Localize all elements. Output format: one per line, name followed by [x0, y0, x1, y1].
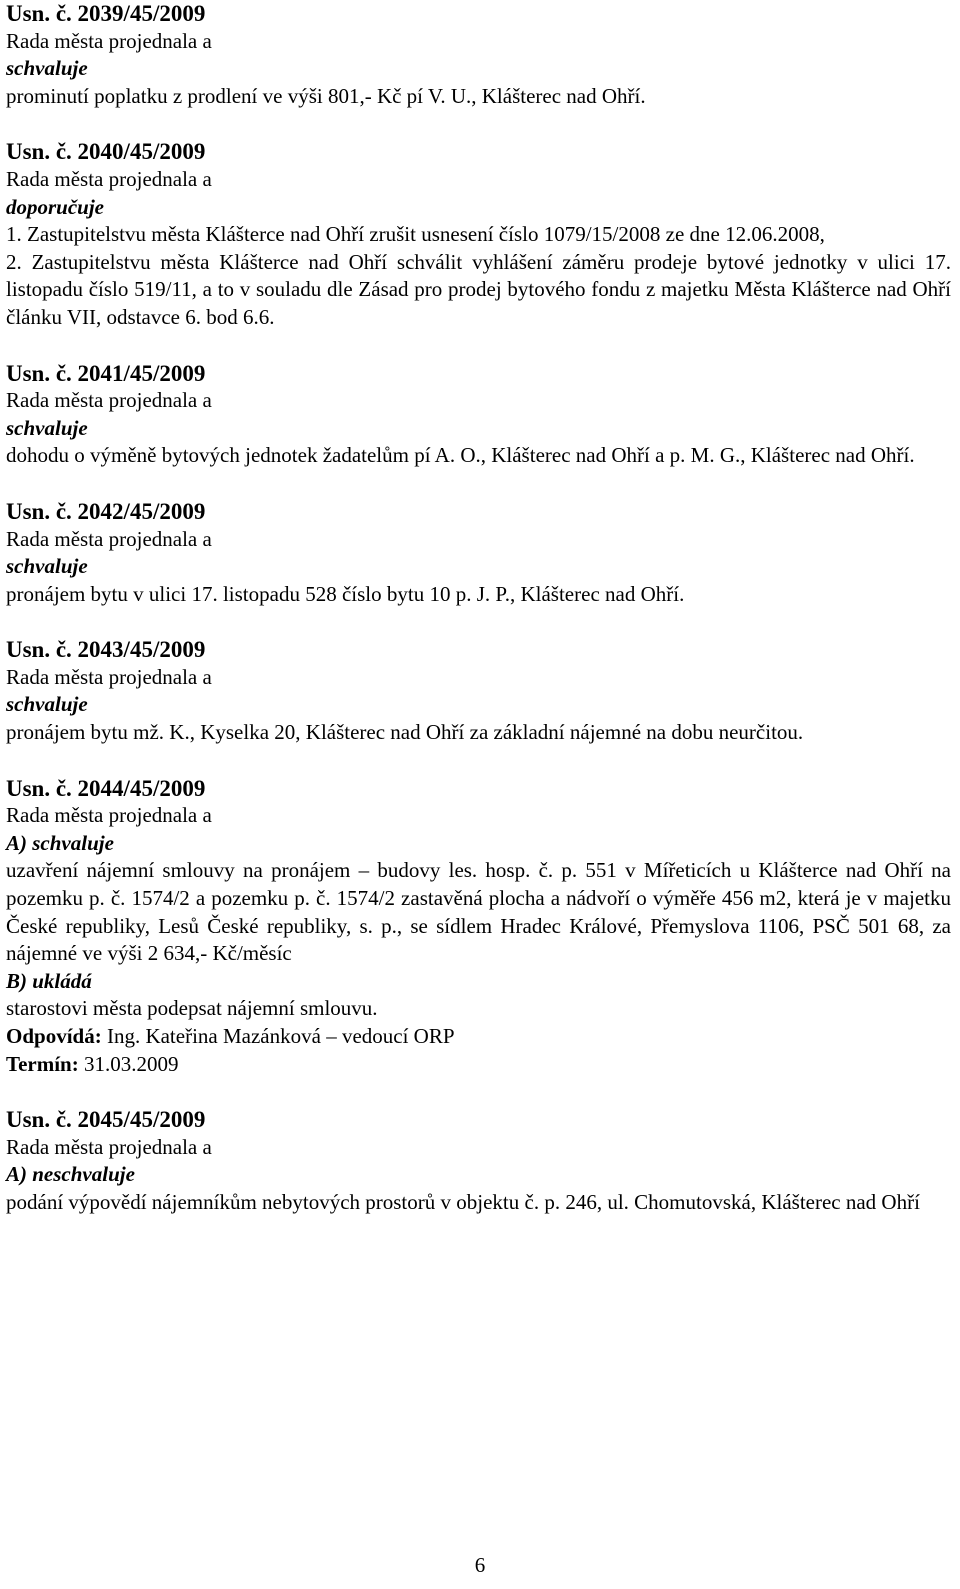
resolution-verb: A) neschvaluje — [6, 1162, 135, 1187]
resolution-header: Usn. č. 2045/45/2009 — [6, 1107, 206, 1133]
resolution-text-a: uzavření nájemní smlouvy na pronájem – budovy les. hosp. č. p. 551 v Mířeticích u Klášterce nad Ohří na pozemku p. č. 1574/2 a pozemku p. č. 1574/2 zastavěná plocha a nádvoří o výměře 456 m2, která je v majetku České republiky, Lesů České republiky, s. p., se sídlem Hradec Králové, Přemyslova 1106, PSČ 501 68, za nájemné ve výši 2 634,- Kč/měsíc — [6, 858, 951, 966]
resolution-2040 — [6, 138, 951, 331]
resolution-intro: Rada města projednala a — [6, 526, 212, 551]
document-page — [6, 0, 951, 1217]
resolution-2045 — [6, 1106, 951, 1216]
resolution-verb: schvaluje — [6, 554, 88, 579]
resolution-intro: Rada města projednala a — [6, 28, 212, 53]
resolution-2043 — [6, 636, 951, 746]
resolution-verb: doporučuje — [6, 194, 105, 219]
resolution-intro: Rada města projednala a — [6, 388, 212, 413]
resolution-verb: schvaluje — [6, 56, 88, 81]
resolution-verb-a: A) schvaluje — [6, 830, 114, 855]
resolution-intro: Rada města projednala a — [6, 664, 212, 689]
resolution-header: Usn. č. 2043/45/2009 — [6, 637, 206, 663]
resolution-2039 — [6, 0, 951, 110]
resolution-verb-b: B) ukládá — [6, 968, 92, 993]
deadline-label: Termín: — [6, 1051, 79, 1076]
deadline-line — [6, 1051, 951, 1079]
resolution-header: Usn. č. 2040/45/2009 — [6, 139, 206, 165]
resolution-text: pronájem bytu mž. K., Kyselka 20, Klášterec nad Ohří za základní nájemné na dobu neurčitou. — [6, 720, 804, 745]
resolution-header: Usn. č. 2039/45/2009 — [6, 1, 206, 26]
resolution-2042 — [6, 498, 951, 608]
deadline-value: 31.03.2009 — [83, 1051, 179, 1076]
responsible-label: Odpovídá: — [6, 1024, 102, 1048]
responsible-value: Ing. Kateřina Mazánková – vedoucí ORP — [106, 1024, 455, 1048]
resolution-item-1: 1. Zastupitelstvu města Klášterce nad Ohří zrušit usnesení číslo 1079/15/2008 ze dne 12.06.2008, — [6, 222, 825, 247]
resolution-header: Usn. č. 2041/45/2009 — [6, 360, 206, 386]
resolution-intro: Rada města projednala a — [6, 166, 212, 191]
resolution-2044 — [6, 775, 951, 1079]
resolution-item-2: 2. Zastupitelstvu města Klášterce nad Ohří schválit vyhlášení záměru prodeje bytové jednotky v ulici 17. listopadu číslo 519/11, a to v souladu dle Zásad pro prodej bytového fondu z majetku Města Klášterce nad Ohří článku VII, odstavce 6. bod 6.6. — [6, 249, 951, 329]
responsible-line — [6, 1023, 951, 1051]
resolution-2041 — [6, 360, 951, 470]
resolution-header: Usn. č. 2044/45/2009 — [6, 775, 206, 801]
resolution-text: pronájem bytu v ulici 17. listopadu 528 číslo bytu 10 p. J. P., Klášterec nad Ohří. — [6, 581, 685, 606]
resolution-text: dohodu o výměně bytových jednotek žadatelům pí A. O., Klášterec nad Ohří a p. M. G., Klášterec nad Ohří. — [6, 443, 915, 468]
resolution-verb: schvaluje — [6, 415, 88, 440]
resolution-intro: Rada města projednala a — [6, 803, 212, 828]
resolution-intro: Rada města projednala a — [6, 1134, 212, 1159]
resolution-text: prominutí poplatku z prodlení ve výši 801,- Kč pí V. U., Klášterec nad Ohří. — [6, 83, 646, 108]
resolution-verb: schvaluje — [6, 692, 88, 717]
page-number: 6 — [474, 1553, 486, 1577]
resolution-header: Usn. č. 2042/45/2009 — [6, 498, 206, 524]
resolution-text: podání výpovědí nájemníkům nebytových prostorů v objektu č. p. 246, ul. Chomutovská, Klášterec nad Ohří — [6, 1189, 920, 1214]
resolution-text-b: starostovi města podepsat nájemní smlouvu. — [6, 996, 378, 1021]
